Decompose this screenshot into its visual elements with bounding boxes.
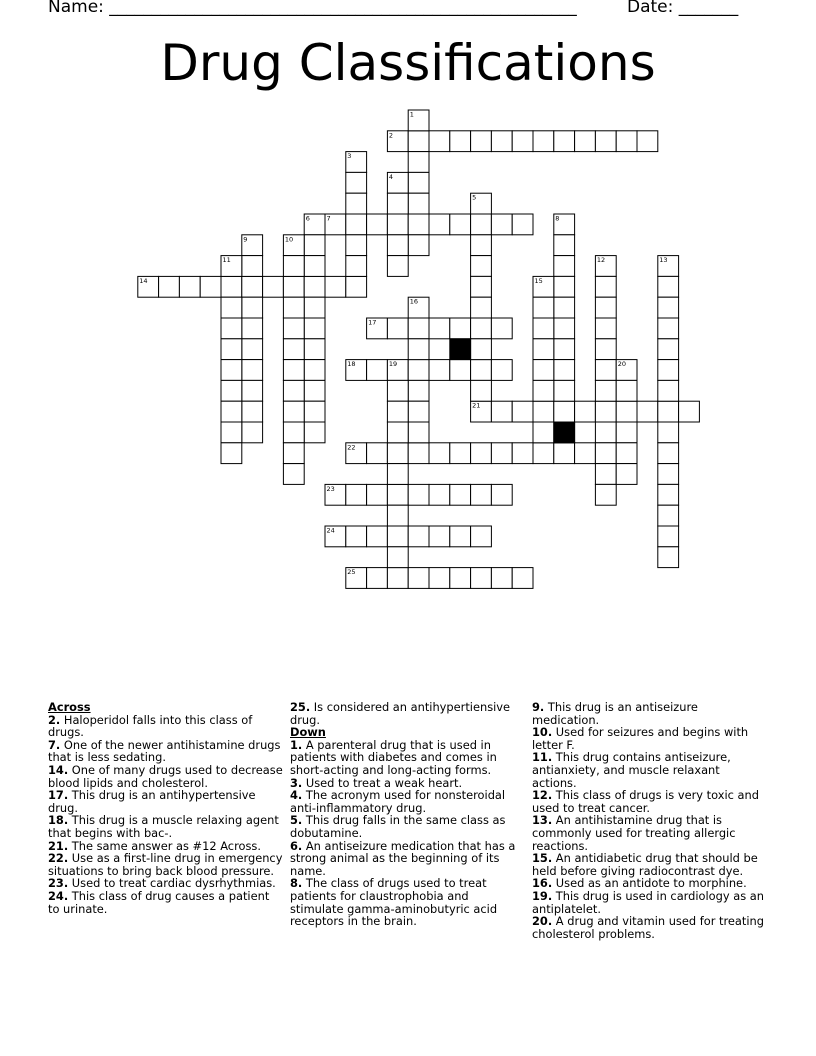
grid-cell[interactable] [387, 464, 408, 485]
grid-cell[interactable] [595, 276, 616, 297]
clue-number: 21. [48, 838, 69, 853]
grid-cell[interactable] [304, 339, 325, 360]
grid-cell[interactable] [367, 484, 388, 505]
grid-cell[interactable] [408, 422, 429, 443]
down-clue-list [290, 739, 516, 928]
grid-cell[interactable] [450, 443, 471, 464]
grid-cell[interactable] [408, 318, 429, 339]
clue-down-12 [532, 789, 766, 814]
grid-cell[interactable] [387, 401, 408, 422]
grid-cell[interactable] [408, 235, 429, 256]
grid-cell[interactable] [679, 401, 700, 422]
grid-cell[interactable] [491, 131, 512, 152]
grid-cell[interactable] [283, 380, 304, 401]
grid-cell[interactable] [554, 401, 575, 422]
grid-cell[interactable] [283, 422, 304, 443]
clue-down-10 [532, 726, 766, 751]
grid-cell[interactable] [429, 443, 450, 464]
grid-cell[interactable] [450, 131, 471, 152]
grid-cell[interactable] [616, 380, 637, 401]
grid-cell[interactable] [658, 422, 679, 443]
grid-cell[interactable] [242, 256, 263, 277]
date-field[interactable]: Date: _______ [627, 0, 739, 17]
grid-cell[interactable] [346, 256, 367, 277]
down-heading: Down [290, 725, 326, 740]
clue-text: Used to treat cardiac dysrhythmias. [68, 876, 276, 891]
clue-text: Used to treat a weak heart. [302, 775, 463, 790]
cell-number: 4 [388, 172, 394, 181]
grid-cell[interactable] [387, 214, 408, 235]
grid-cell[interactable] [304, 318, 325, 339]
grid-cell[interactable] [221, 422, 242, 443]
clue-down-5 [290, 814, 516, 839]
cell-number: 15 [534, 276, 543, 285]
clue-across-14 [48, 764, 284, 789]
grid-cell[interactable] [242, 276, 263, 297]
grid-cell[interactable] [387, 318, 408, 339]
cell-number: 7 [326, 214, 331, 223]
grid-cell[interactable] [367, 526, 388, 547]
grid-cell[interactable] [429, 131, 450, 152]
grid-cell[interactable] [616, 443, 637, 464]
grid-cell[interactable] [471, 214, 492, 235]
grid-cell[interactable] [387, 380, 408, 401]
grid-cell[interactable] [283, 401, 304, 422]
grid-cell[interactable] [491, 360, 512, 381]
clue-text: Use as a first-line drug in emergency situations to bring back blood pressure. [48, 851, 283, 878]
grid-cell[interactable] [283, 276, 304, 297]
cell-number: 18 [347, 360, 356, 369]
grid-cell[interactable] [221, 297, 242, 318]
grid-cell[interactable] [387, 235, 408, 256]
grid-cell[interactable] [325, 276, 346, 297]
cell-number: 2 [388, 131, 394, 140]
clue-down-19 [532, 890, 766, 915]
grid-cell[interactable] [387, 547, 408, 568]
grid-cell[interactable] [304, 297, 325, 318]
clue-number: 14. [48, 762, 69, 777]
clue-text: Is considered an antihypertiensive drug. [290, 700, 511, 727]
clues-column-1 [48, 701, 284, 915]
grid-cell[interactable] [471, 526, 492, 547]
clue-text: The class of drugs used to treat patients for claustrophobia and stimulate gamma-aminobutyric acid receptors in the brain. [290, 876, 498, 929]
clue-across-2 [48, 714, 284, 739]
grid-cell[interactable] [471, 339, 492, 360]
grid-cell[interactable] [429, 360, 450, 381]
clue-number: 3. [290, 775, 303, 790]
clue-down-8 [290, 877, 516, 927]
grid-cell[interactable] [471, 235, 492, 256]
cell-number: 1 [409, 110, 414, 119]
grid-cell[interactable] [491, 568, 512, 589]
grid-cell[interactable] [450, 214, 471, 235]
grid-cell[interactable] [471, 443, 492, 464]
cell-number: 23 [326, 484, 335, 493]
grid-cell[interactable] [595, 464, 616, 485]
cell-number: 25 [347, 568, 356, 577]
grid-cell[interactable] [408, 401, 429, 422]
clue-text: The acronym used for nonsteroidal anti-inflammatory drug. [290, 788, 506, 815]
grid-cell[interactable] [512, 568, 533, 589]
grid-cell[interactable] [221, 380, 242, 401]
clue-number: 10. [532, 725, 553, 740]
clue-number: 16. [532, 876, 553, 891]
clue-across-24 [48, 890, 284, 915]
clue-text: This drug is used in cardiology as an antiplatelet. [532, 888, 764, 916]
grid-cell[interactable] [304, 401, 325, 422]
grid-cell[interactable] [658, 276, 679, 297]
clue-text: The same answer as #12 Across. [68, 838, 261, 853]
grid-cell[interactable] [429, 526, 450, 547]
grid-cell[interactable] [595, 443, 616, 464]
grid-cell[interactable] [658, 505, 679, 526]
grid-cell[interactable] [429, 484, 450, 505]
grid-cell[interactable] [221, 360, 242, 381]
clue-number: 24. [48, 888, 69, 903]
grid-cell[interactable] [450, 568, 471, 589]
clue-text: This class of drug causes a patient to urinate. [48, 888, 270, 916]
grid-cell[interactable] [554, 380, 575, 401]
grid-cell[interactable] [346, 193, 367, 214]
clue-across-22 [48, 852, 284, 877]
clues-column-2 [290, 701, 516, 928]
grid-cell[interactable] [533, 422, 554, 443]
clue-text: Used for seizures and begins with letter F. [532, 725, 749, 752]
grid-cell[interactable] [616, 422, 637, 443]
grid-cell[interactable] [595, 131, 616, 152]
grid-cell[interactable] [637, 131, 658, 152]
grid-cell[interactable] [512, 401, 533, 422]
grid-cell[interactable] [450, 318, 471, 339]
grid-cell[interactable] [595, 318, 616, 339]
grid-cell[interactable] [346, 484, 367, 505]
grid-cell[interactable] [491, 443, 512, 464]
grid-cell[interactable] [283, 464, 304, 485]
grid-cell[interactable] [304, 360, 325, 381]
clue-number: 18. [48, 813, 69, 828]
clue-number: 5. [290, 813, 303, 828]
grid-cell[interactable] [450, 360, 471, 381]
clue-down-4 [290, 789, 516, 814]
clue-text: One of many drugs used to decrease blood lipids and cholesterol. [48, 762, 283, 790]
cell-number: 24 [326, 526, 335, 535]
grid-cell[interactable] [408, 152, 429, 173]
grid-cell[interactable] [242, 297, 263, 318]
black-block [450, 339, 471, 360]
grid-cell[interactable] [283, 339, 304, 360]
grid-cell[interactable] [554, 256, 575, 277]
grid-cell[interactable] [283, 256, 304, 277]
grid-cell[interactable] [242, 422, 263, 443]
grid-cell[interactable] [159, 276, 180, 297]
grid-cell[interactable] [471, 360, 492, 381]
grid-cell[interactable] [595, 380, 616, 401]
clue-down-11 [532, 751, 766, 789]
grid-cell[interactable] [221, 443, 242, 464]
grid-cell[interactable] [242, 360, 263, 381]
grid-cell[interactable] [595, 422, 616, 443]
cell-number: 17 [368, 318, 377, 327]
grid-cell[interactable] [304, 422, 325, 443]
clue-text: This class of drugs is very toxic and used to treat cancer. [532, 788, 759, 815]
clue-text: An antidiabetic drug that should be held before giving radiocontrast dye. [532, 851, 758, 878]
clue-down-13 [532, 814, 766, 852]
grid-cell[interactable] [242, 318, 263, 339]
grid-cell[interactable] [346, 276, 367, 297]
across-clue-list [48, 714, 284, 916]
grid-cell[interactable] [595, 401, 616, 422]
grid-cell[interactable] [512, 214, 533, 235]
grid-cell[interactable] [450, 484, 471, 505]
grid-cell[interactable] [554, 318, 575, 339]
grid-cell[interactable] [533, 443, 554, 464]
clue-number: 22. [48, 851, 69, 866]
clue-number: 9. [532, 700, 545, 714]
grid-cell[interactable] [533, 339, 554, 360]
grid-cell[interactable] [387, 505, 408, 526]
grid-cell[interactable] [533, 360, 554, 381]
clue-text: A parenteral drug that is used in patients with diabetes and comes in short-acting and long-acting forms. [290, 737, 497, 777]
grid-cell[interactable] [387, 526, 408, 547]
clue-text: This drug is an antiseizure medication. [532, 700, 698, 727]
grid-cell[interactable] [658, 339, 679, 360]
clue-number: 7. [48, 737, 61, 752]
grid-cell[interactable] [471, 256, 492, 277]
grid-cell[interactable] [471, 484, 492, 505]
clue-text: This drug falls in the same class as dobutamine. [290, 813, 506, 840]
grid-cell[interactable] [283, 318, 304, 339]
clue-text: An antihistamine drug that is commonly used for treating allergic reactions. [532, 813, 736, 853]
clues-column-3 [532, 701, 766, 940]
clue-text: Used as an antidote to morphine. [552, 876, 747, 891]
clue-number: 2. [48, 712, 61, 727]
grid-cell[interactable] [242, 401, 263, 422]
grid-cell[interactable] [575, 401, 596, 422]
grid-cell[interactable] [533, 131, 554, 152]
page-title: Drug Classifications [160, 34, 656, 92]
grid-cell[interactable] [616, 401, 637, 422]
grid-cell[interactable] [554, 235, 575, 256]
cell-number: 13 [659, 256, 668, 265]
grid-cell[interactable] [658, 547, 679, 568]
grid-cell[interactable] [595, 339, 616, 360]
clue-down-6 [290, 840, 516, 878]
clue-text: Haloperidol falls into this class of drugs. [48, 712, 253, 740]
clue-number: 23. [48, 876, 69, 891]
grid-cell[interactable] [429, 214, 450, 235]
clue-text: This drug is an antihypertensive drug. [48, 788, 256, 815]
grid-cell[interactable] [408, 380, 429, 401]
cell-number: 10 [284, 235, 294, 244]
grid-cell[interactable] [408, 526, 429, 547]
grid-cell[interactable] [554, 131, 575, 152]
grid-cell[interactable] [595, 484, 616, 505]
grid-cell[interactable] [387, 443, 408, 464]
grid-cell[interactable] [554, 443, 575, 464]
grid-cell[interactable] [491, 318, 512, 339]
grid-cell[interactable] [658, 464, 679, 485]
clue-text: A drug and vitamin used for treating cholesterol problems. [532, 914, 764, 941]
cell-number: 9 [243, 235, 248, 244]
grid-cell[interactable] [200, 276, 221, 297]
grid-cell[interactable] [429, 568, 450, 589]
grid-cell[interactable] [346, 526, 367, 547]
grid-cell[interactable] [221, 401, 242, 422]
grid-cell[interactable] [658, 526, 679, 547]
grid-cell[interactable] [491, 484, 512, 505]
grid-cell[interactable] [221, 318, 242, 339]
cell-number: 12 [596, 256, 606, 265]
grid-cell[interactable] [387, 568, 408, 589]
grid-cell[interactable] [408, 443, 429, 464]
grid-cell[interactable] [658, 443, 679, 464]
grid-cell[interactable] [471, 276, 492, 297]
grid-cell[interactable] [658, 318, 679, 339]
clue-across-25 [290, 701, 516, 726]
cell-number: 21 [472, 401, 481, 410]
clue-across-7 [48, 739, 284, 764]
grid-cell[interactable] [575, 131, 596, 152]
grid-cell[interactable] [658, 297, 679, 318]
clue-text: This drug is a muscle relaxing agent that begins with bac-. [48, 813, 279, 840]
grid-cell[interactable] [554, 339, 575, 360]
grid-cell[interactable] [242, 380, 263, 401]
cell-number: 5 [472, 193, 477, 202]
grid-cell[interactable] [512, 131, 533, 152]
grid-cell[interactable] [367, 443, 388, 464]
grid-cell[interactable] [263, 276, 284, 297]
grid-cell[interactable] [408, 193, 429, 214]
grid-cell[interactable] [658, 401, 679, 422]
grid-cell[interactable] [471, 568, 492, 589]
grid-cell[interactable] [283, 443, 304, 464]
clue-number: 13. [532, 813, 553, 828]
clue-number: 25. [290, 700, 311, 714]
grid-cell[interactable] [554, 276, 575, 297]
grid-cell[interactable] [554, 360, 575, 381]
grid-cell[interactable] [367, 214, 388, 235]
clue-text: An antiseizure medication that has a strong animal as the beginning of its name. [290, 838, 516, 878]
grid-cell[interactable] [471, 131, 492, 152]
grid-cell[interactable] [346, 214, 367, 235]
grid-cell[interactable] [408, 339, 429, 360]
grid-cell[interactable] [491, 401, 512, 422]
grid-cell[interactable] [595, 360, 616, 381]
cell-number: 19 [388, 360, 398, 369]
cell-number: 8 [555, 214, 560, 223]
cell-number: 22 [347, 443, 356, 452]
grid-cell[interactable] [575, 443, 596, 464]
grid-cell[interactable] [658, 360, 679, 381]
grid-cell[interactable] [658, 484, 679, 505]
cell-number: 6 [305, 214, 310, 223]
clue-number: 15. [532, 851, 553, 866]
grid-cell[interactable] [450, 526, 471, 547]
grid-cell[interactable] [304, 380, 325, 401]
grid-cell[interactable] [387, 422, 408, 443]
grid-cell[interactable] [304, 256, 325, 277]
grid-cell[interactable] [429, 318, 450, 339]
grid-cell[interactable] [408, 568, 429, 589]
grid-cell[interactable] [221, 339, 242, 360]
grid-cell[interactable] [658, 380, 679, 401]
grid-cell[interactable] [533, 318, 554, 339]
grid-cell[interactable] [387, 256, 408, 277]
clue-number: 11. [532, 750, 553, 765]
clue-number: 4. [290, 788, 303, 803]
clue-number: 20. [532, 914, 553, 929]
clue-number: 12. [532, 788, 553, 803]
grid-cell[interactable] [491, 214, 512, 235]
clue-number: 8. [290, 876, 303, 891]
cell-number: 14 [139, 276, 148, 285]
clue-across-18 [48, 814, 284, 839]
grid-cell[interactable] [221, 276, 242, 297]
cell-number: 16 [409, 297, 418, 306]
grid-cell[interactable] [471, 318, 492, 339]
grid-cell[interactable] [616, 464, 637, 485]
grid-cell[interactable] [408, 214, 429, 235]
grid-cell[interactable] [367, 360, 388, 381]
grid-cell[interactable] [554, 297, 575, 318]
cell-number: 20 [617, 360, 626, 369]
grid-cell[interactable] [346, 235, 367, 256]
clue-number: 6. [290, 838, 303, 853]
grid-cell[interactable] [471, 380, 492, 401]
clue-text: This drug contains antiseizure, antianxiety, and muscle relaxant actions. [532, 750, 731, 790]
clue-text: One of the newer antihistamine drugs that is less sedating. [48, 737, 281, 765]
grid-cell[interactable] [304, 276, 325, 297]
grid-cell[interactable] [346, 172, 367, 193]
grid-cell[interactable] [387, 193, 408, 214]
grid-cell[interactable] [637, 401, 658, 422]
grid-cell[interactable] [533, 380, 554, 401]
clue-number: 17. [48, 788, 69, 803]
grid-cell[interactable] [242, 339, 263, 360]
clue-number: 1. [290, 737, 303, 752]
grid-cell[interactable] [533, 401, 554, 422]
grid-cell[interactable] [367, 568, 388, 589]
clue-across-17 [48, 789, 284, 814]
grid-cell[interactable] [512, 443, 533, 464]
grid-cell[interactable] [408, 131, 429, 152]
name-field[interactable]: Name: _______________________________________________________ [48, 0, 577, 17]
clue-down-15 [532, 852, 766, 877]
grid-cell[interactable] [179, 276, 200, 297]
cell-number: 11 [222, 256, 231, 265]
grid-cell[interactable] [616, 131, 637, 152]
grid-cell[interactable] [408, 484, 429, 505]
grid-cell[interactable] [408, 360, 429, 381]
across-heading: Across [48, 700, 91, 714]
clue-down-9 [532, 701, 766, 726]
grid-cell[interactable] [595, 297, 616, 318]
cell-number: 3 [347, 152, 352, 161]
clue-down-1 [290, 739, 516, 777]
grid-cell[interactable] [408, 172, 429, 193]
black-block [554, 422, 575, 443]
grid-cell[interactable] [471, 297, 492, 318]
grid-cell[interactable] [283, 360, 304, 381]
grid-cell[interactable] [283, 297, 304, 318]
clue-number: 19. [532, 888, 553, 903]
grid-cell[interactable] [533, 297, 554, 318]
grid-cell[interactable] [387, 484, 408, 505]
grid-cell[interactable] [304, 235, 325, 256]
clue-down-20 [532, 915, 766, 940]
